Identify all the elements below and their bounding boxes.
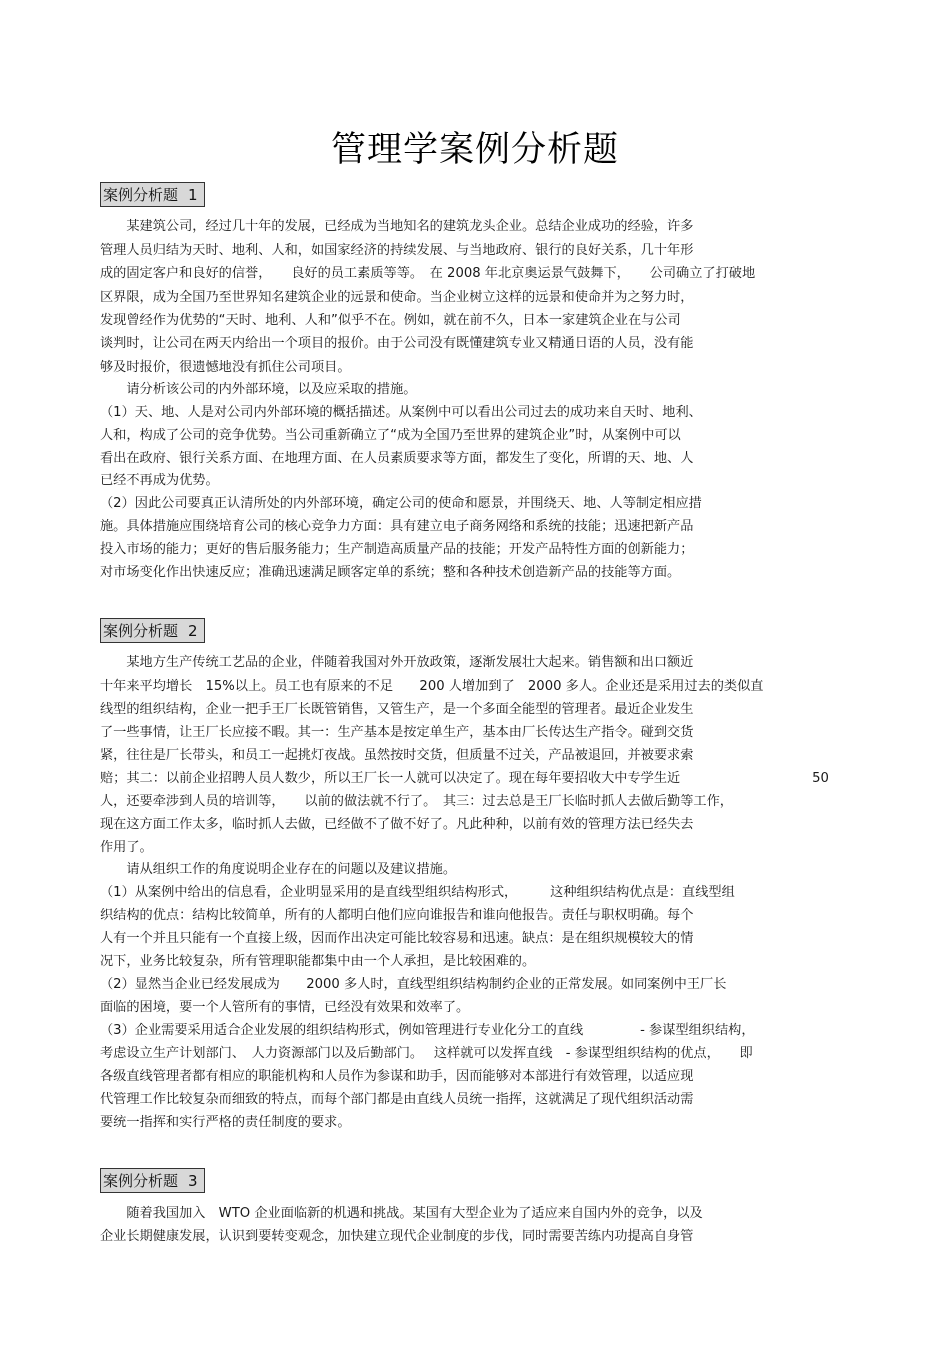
paragraph-line: 谈判时，让公司在两天内给出一个项目的报价。由于公司没有既懂建筑专业又精通日语的人员，没有能 [100,336,694,351]
paragraph-line: 要统一指挥和实行严格的责任制度的要求。 [100,1115,351,1130]
paragraph-line: 企业长期健康发展，认识到要转变观念，加快建立现代企业制度的步伐，同时需要苦练内功提高自身管 [100,1229,694,1244]
paragraph-line: （2）显然当企业已经发展成为 2000 多人时，直线型组织结构制约企业的正常发展。如同案例中王厂长 [100,977,727,992]
paragraph-line: 请从组织工作的角度说明企业存在的问题以及建议措施。 [100,862,457,877]
paragraph-line: 考虑设立生产计划部门、 人力资源部门以及后勤部门。 这样就可以发挥直线 - 参谋型组织结构的优点， 即 [100,1046,753,1061]
paragraph-line: 区界限，成为全国乃至世界知名建筑企业的远景和使命。当企业树立这样的远景和使命并为之努力时， [100,290,694,305]
paragraph-line: （1）天、地、人是对公司内外部环境的概括描述。从案例中可以看出公司过去的成功来自天时、地利、 [100,405,702,420]
paragraph-line: 代管理工作比较复杂而细致的特点，而每个部门都是由直线人员统一指挥，这就满足了现代组织活动需 [100,1092,694,1107]
paragraph-line: 发现曾经作为优势的“天时、地利、人和”似乎不在。例如，就在前不久，日本一家建筑企业在与公司 [100,313,681,328]
paragraph-line: 已经不再成为优势。 [100,473,219,488]
paragraph-line: 了一些事情，让王厂长应接不暇。其一：生产基本是按定单生产，基本由厂长传达生产指令。碰到交货 [100,725,694,740]
paragraph-line: 投入市场的能力；更好的售后服务能力；生产制造高质量产品的技能；开发产品特性方面的创新能力； [100,542,694,557]
page-title: 管理学案例分析题 [330,130,619,170]
paragraph-line: 管理人员归结为天时、地利、人和，如国家经济的持续发展、与当地政府、银行的良好关系，几十年形 [100,243,694,258]
section-heading-number: 3 [188,1172,198,1190]
paragraph-line: （2）因此公司要真正认清所处的内外部环境，确定公司的使命和愿景，并围绕天、地、人等制定相应措 [100,496,702,511]
section-heading-label: 案例分析题 [103,622,179,640]
paragraph-line: 看出在政府、银行关系方面、在地理方面、在人员素质要求等方面，都发生了变化，所谓的天、地、人 [100,451,694,466]
paragraph-line: 织结构的优点：结构比较简单，所有的人都明白他们应向谁报告和谁向他报告。责任与职权明确。每个 [100,908,694,923]
paragraph-line: 人有一个并且只能有一个直接上级，因而作出决定可能比较容易和迅速。缺点：是在组织规模较大的情 [100,931,694,946]
paragraph-line: 人和，构成了公司的竞争优势。当公司重新确立了“成为全国乃至世界的建筑企业”时，从案例中可以 [100,428,681,443]
paragraph-line: 请分析该公司的内外部环境，以及应采取的措施。 [100,382,417,397]
paragraph-line: 各级直线管理者都有相应的职能机构和人员作为参谋和助手，因而能够对本部进行有效管理，以适应现 [100,1069,694,1084]
paragraph-line: 线型的组织结构，企业一把手王厂长既管销售，又管生产，是一个多面全能型的管理者。最近企业发生 [100,702,694,717]
section-heading-number: 2 [188,622,198,640]
section-heading-3 [100,1168,205,1193]
paragraph-line: 施。具体措施应围绕培育公司的核心竞争力方面：具有建立电子商务网络和系统的技能；迅速把新产品 [100,519,694,534]
paragraph-line: 随着我国加入 WTO 企业面临新的机遇和挑战。某国有大型企业为了适应来自国内外的竞争，以及 [100,1206,703,1221]
paragraph-line: 成的固定客户和良好的信誉， 良好的员工素质等等。 在 2008 年北京奥运景气鼓舞下， 公司确立了打破地 [100,266,756,281]
paragraph-line: 人，还要牵涉到人员的培训等， 以前的做法就不行了。 其三：过去总是王厂长临时抓人去做后勤等工作， [100,794,733,809]
section-heading-1 [100,182,205,207]
section-heading-2 [100,618,205,643]
paragraph-line: 赔；其二：以前企业招聘人员人数少，所以王厂长一人就可以决定了。现在每年要招收大中专学生近 50 [100,771,829,786]
paragraph-line: 紧，往往是厂长带头，和员工一起挑灯夜战。虽然按时交货，但质量不过关，产品被退回，并被要求索 [100,748,694,763]
paragraph-line: （1）从案例中给出的信息看，企业明显采用的是直线型组织结构形式， 这种组织结构优点是：直线型组 [100,885,735,900]
section-heading-label: 案例分析题 [103,186,179,204]
paragraph-line: 面临的困境，要一个人管所有的事情，已经没有效果和效率了。 [100,1000,470,1015]
paragraph-line: （3）企业需要采用适合企业发展的组织结构形式，例如管理进行专业化分工的直线 - 参谋型组织结构， [100,1023,755,1038]
paragraph-line: 作用了。 [100,840,153,855]
paragraph-line: 某建筑公司，经过几十年的发展，已经成为当地知名的建筑龙头企业。总结企业成功的经验，许多 [100,219,694,234]
paragraph-line: 某地方生产传统工艺品的企业，伴随着我国对外开放政策，逐渐发展壮大起来。销售额和出口额近 [100,655,694,670]
paragraph-line: 十年来平均增长 15%以上。员工也有原来的不足 200 人增加到了 2000 多人。企业还是采用过去的类似直 [100,679,764,694]
paragraph-line: 况下，业务比较复杂，所有管理职能都集中由一个人承担，是比较困难的。 [100,954,536,969]
section-heading-label: 案例分析题 [103,1172,179,1190]
paragraph-line: 够及时报价，很遗憾地没有抓住公司项目。 [100,360,351,375]
section-heading-number: 1 [188,186,198,204]
paragraph-line: 现在这方面工作太多，临时抓人去做，已经做不了做不好了。凡此种种，以前有效的管理方法已经失去 [100,817,694,832]
paragraph-line: 对市场变化作出快速反应；准确迅速满足顾客定单的系统；整和各种技术创造新产品的技能等方面。 [100,565,681,580]
